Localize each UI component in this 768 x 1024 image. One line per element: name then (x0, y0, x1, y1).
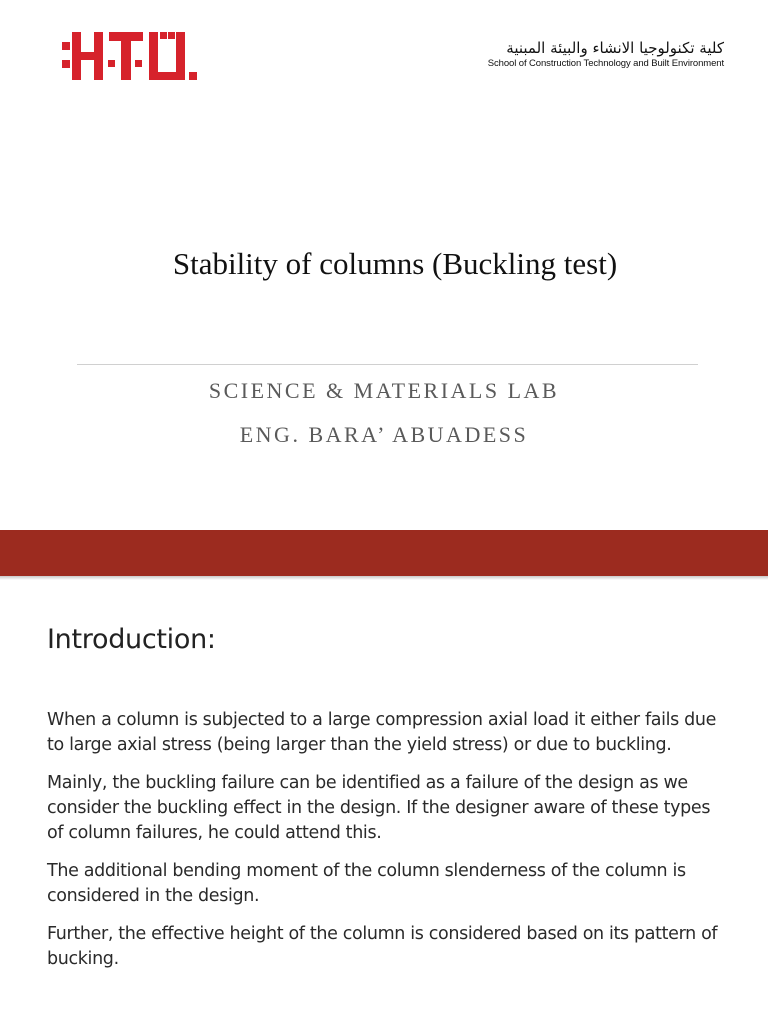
introduction-heading: Introduction: (47, 624, 216, 655)
school-name-arabic: كلية تكنولوجيا الانشاء والبيئة المبنية (506, 39, 724, 57)
school-name-english: School of Construction Technology and Built Environment (487, 58, 724, 69)
paragraph: The additional bending moment of the column slenderness of the column is considered in the design. (47, 861, 686, 906)
subtitle-instructor: ENG. BARA’ ABUADESS (239, 422, 529, 447)
introduction-slide (0, 580, 768, 1024)
subtitle-lab: SCIENCE & MATERIALS LAB (208, 378, 560, 403)
paragraph: Further, the effective height of the column is considered based on its pattern of bucking. (47, 924, 718, 969)
introduction-body (47, 708, 727, 985)
paragraph: Mainly, the buckling failure can be identified as a failure of the design as we consider the buckling effect in the design. If the designer aware of these types of column failures, he could attend this. (47, 773, 711, 843)
slide-title: Stability of columns (Buckling test) (172, 246, 618, 281)
title-divider (77, 364, 698, 365)
school-name (488, 38, 724, 70)
paragraph: When a column is subjected to a large compression axial load it either fails due to large axial stress (being larger than the yield stress) or due to buckling. (47, 710, 717, 755)
slide-footer-band (0, 530, 768, 576)
htu-logo (62, 30, 198, 94)
